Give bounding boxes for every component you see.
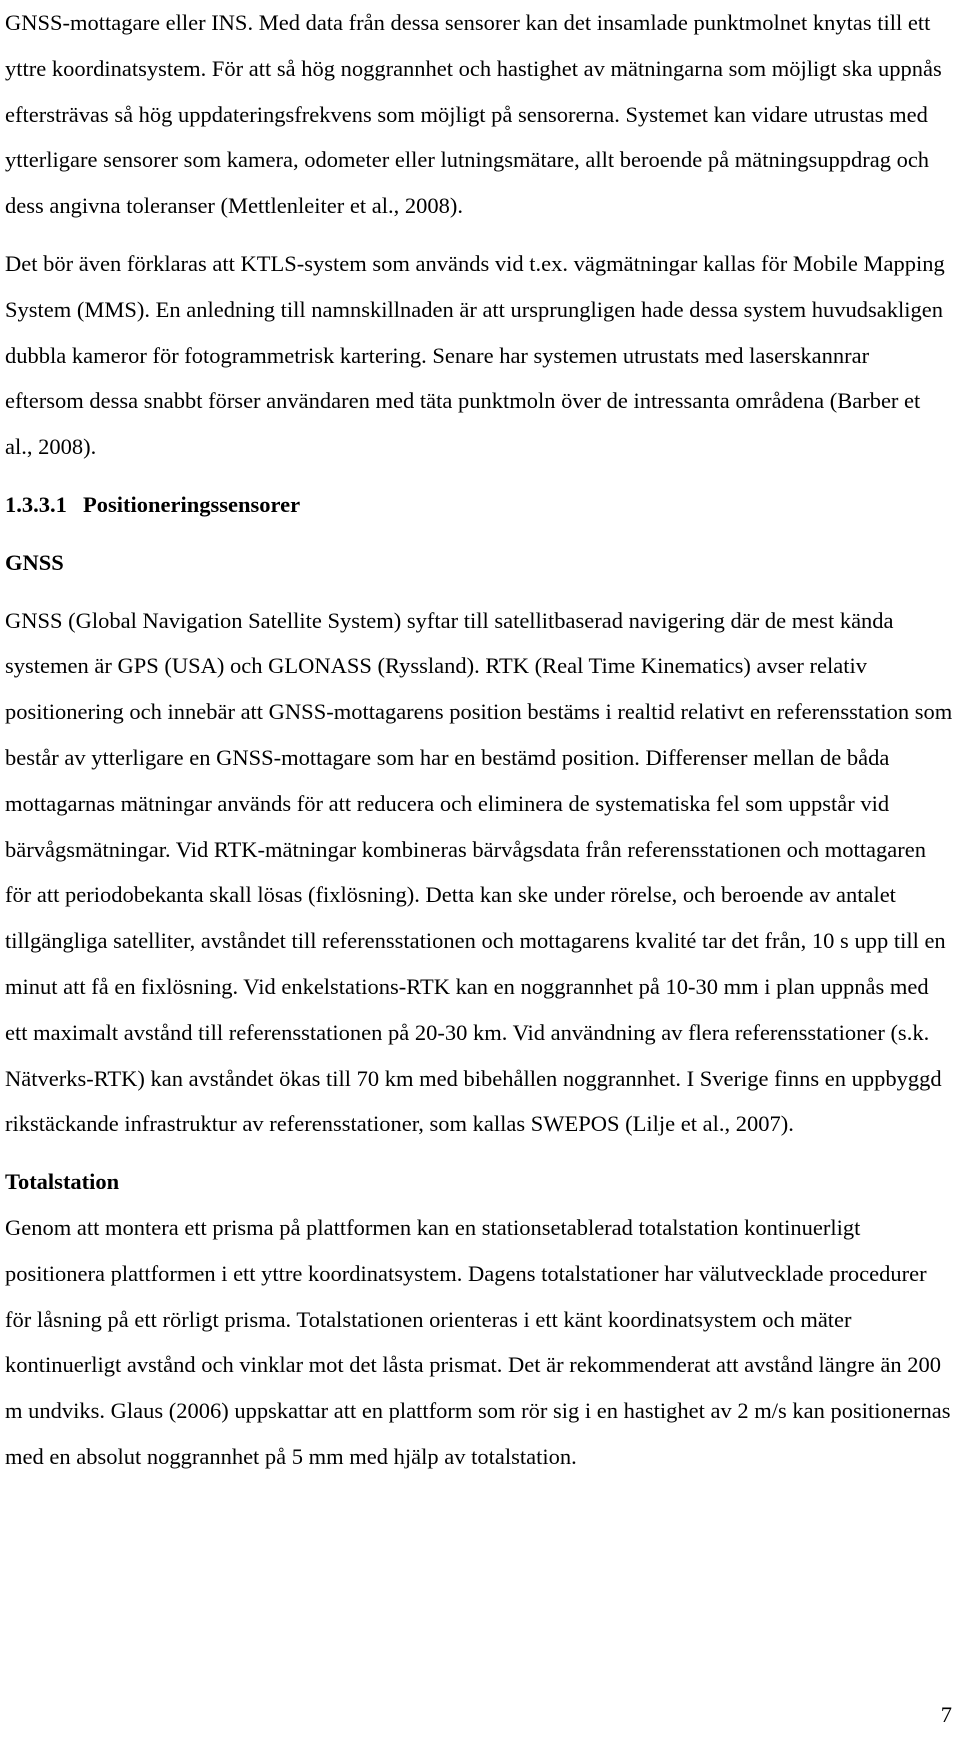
paragraph-gap: [5, 528, 953, 540]
paragraph-gap: [5, 229, 953, 241]
paragraph-gap: [5, 470, 953, 482]
subheading-gnss: GNSS: [5, 549, 64, 575]
page-number: 7: [940, 1702, 952, 1727]
paragraph-gap: [5, 586, 953, 598]
paragraph-sensor-intro: GNSS-mottagare eller INS. Med data från dessa sensorer kan det insamlade punktmolnet knytas till ett yttre koordinatsystem. För att så hög noggrannhet och hastighet av mätningarna som möjligt ska uppnås eftersträvas så hög uppdateringsfrekvens som möjligt på sensorerna. Systemet kan vidare utrustas med ytterligare sensorer som kamera, odometer eller lutningsmätare, allt beroende på mätningsuppdrag och dess angivna toleranser (Mettlenleiter et al., 2008).: [5, 10, 942, 219]
paragraph-totalstation: Genom att montera ett prisma på plattformen kan en stationsetablerad totalstation kontinuerligt positionera plattformen i ett yttre koordinatsystem. Dagens totalstationer har välutvecklade procedurer för låsning på ett rörligt prisma. Totalstationen orienteras i ett känt koordinatsystem och mäter kontinuerligt avstånd och vinklar mot det låsta prismat. Det är rekommenderat att avstånd längre än 200 m undviks. Glaus (2006) uppskattar att en plattform som rör sig i en hastighet av 2 m/s kan positionernas med en absolut noggrannhet på 5 mm med hjälp av totalstation.: [5, 1214, 951, 1469]
paragraph-gap: [5, 1147, 953, 1159]
section-title: Positioneringssensorer: [83, 491, 301, 517]
paragraph-gnss: GNSS (Global Navigation Satellite System) syftar till satellitbaserad navigering där de mest kända systemen är GPS (USA) och GLONASS (Ryssland). RTK (Real Time Kinematics) avser relativ positionering och innebär att GNSS-mottagarens position bestäms i realtid relativt en referensstation som består av ytterligare en GNSS-mottagare som har en bestämd position. Differenser mellan de båda mottagarnas mätningar används för att reducera och eliminera de systematiska fel som uppstår vid bärvågsmätningar. Vid RTK-mätningar kombineras bärvågsdata från referensstationen och mottagaren för att periodobekanta skall lösas (fixlösning). Detta kan ske under rörelse, och beroende av antalet tillgängliga satelliter, avståndet till referensstationen och mottagarens kvalité tar det från, 10 s upp till en minut att få en fixlösning. Vid enkelstations-RTK kan en noggrannhet på 10-30 mm i plan uppnås med ett maximalt avstånd till referensstationen på 20-30 km. Vid användning av flera referensstationer (s.k. Nätverks-RTK) kan avståndet ökas till 70 km med bibehållen noggrannhet. I Sverige finns en uppbyggd rikstäckande infrastruktur av referensstationer, som kallas SWEPOS (Lilje et al., 2007).: [5, 607, 953, 1137]
page-content: [5, 0, 953, 1480]
paragraph-mms: Det bör även förklaras att KTLS-system som används vid t.ex. vägmätningar kallas för Mobile Mapping System (MMS). En anledning till namnskillnaden är att ursprungligen hade dessa system huvudsakligen dubbla kameror för fotogrammetrisk kartering. Senare har systemen utrustats med laserskannrar eftersom dessa snabbt förser användaren med täta punktmoln över de intressanta områdena (Barber et al., 2008).: [5, 250, 945, 460]
section-heading: [5, 482, 953, 528]
subheading-totalstation: Totalstation: [5, 1169, 120, 1195]
section-number: 1.3.3.1: [5, 491, 67, 517]
